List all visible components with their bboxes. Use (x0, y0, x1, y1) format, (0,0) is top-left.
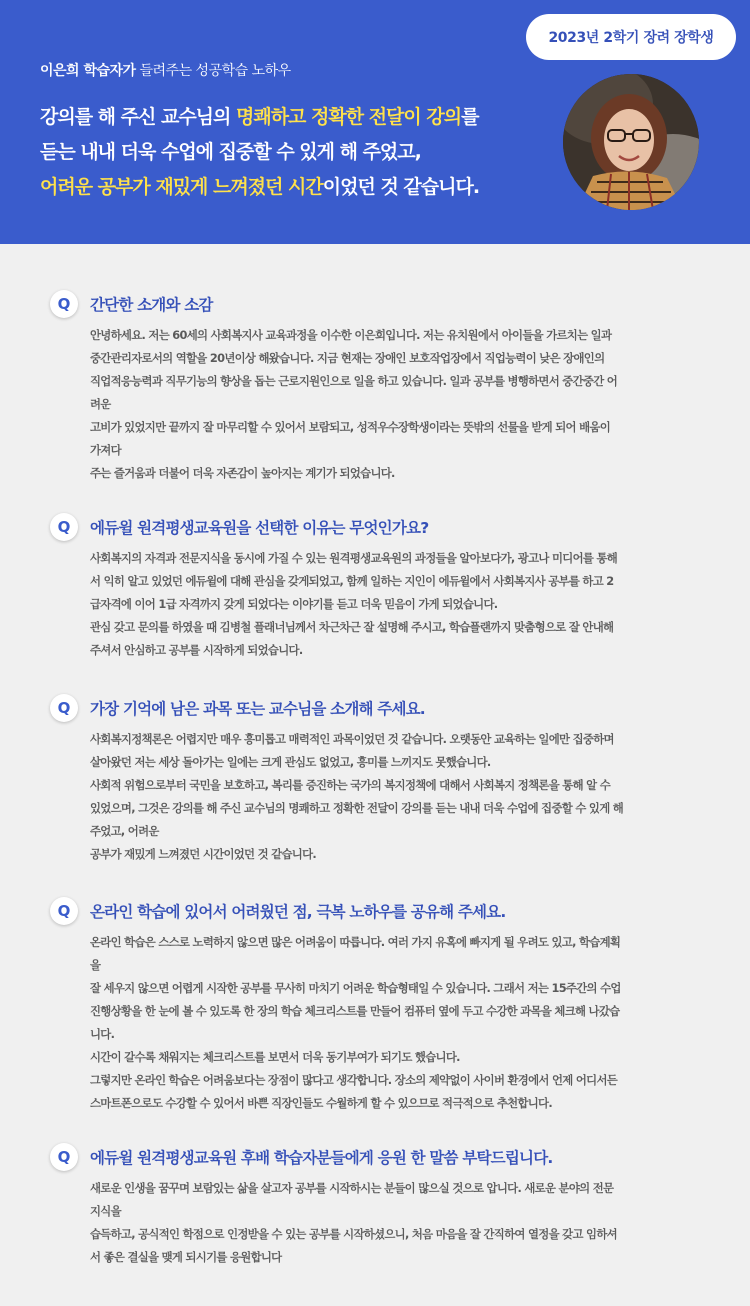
question-row (50, 1143, 710, 1171)
headline-text: 를 (461, 106, 479, 128)
answer-line: 시간이 갈수록 채워지는 체크리스트를 보면서 더욱 동기부여가 되기도 했습니다. (90, 1050, 460, 1064)
qa-item (50, 694, 710, 866)
answer-line: 살아왔던 저는 세상 돌아가는 일에는 크게 관심도 없었고, 흥미를 느끼지도 못했습니다. (90, 755, 491, 769)
answer-text (90, 728, 705, 866)
answer-line: 급자격에 이어 1급 자격까지 갖게 되었다는 이야기를 듣고 더욱 믿음이 가게 되었습니다. (90, 597, 498, 611)
headline-text: 이었던 것 같습니다. (322, 176, 480, 198)
question-mark-icon: Q (50, 694, 78, 722)
answer-line: 진행상황을 한 눈에 볼 수 있도록 한 장의 학습 체크리스트를 만들어 컴퓨터 옆에 두고 수강한 과목을 체크해 나갔습 (90, 1004, 620, 1018)
answer-line: 사회복지정책론은 어렵지만 매우 흥미롭고 매력적인 과목이었던 것 같습니다. 오랫동안 교육하는 일에만 집중하며 (90, 732, 614, 746)
answer-line: 있었으며, 그것은 강의를 해 주신 교수님의 명쾌하고 정확한 전달이 강의를 듣는 내내 더욱 수업에 집중할 수 있게 해 (90, 801, 624, 815)
answer-line: 고비가 있었지만 끝까지 잘 마무리할 수 있어서 보람되고, 성적우수장학생이라는 뜻밖의 선물을 받게 되어 배움이 (90, 420, 611, 434)
headline-line-2 (40, 135, 530, 170)
question-mark-icon: Q (50, 290, 78, 318)
answer-line: 직업적응능력과 직무기능의 향상을 돕는 근로지원인으로 일을 하고 있습니다. 일과 공부를 병행하면서 중간중간 어 (90, 374, 618, 388)
question-mark-icon: Q (50, 897, 78, 925)
question-text: 간단한 소개와 소감 (90, 296, 213, 314)
question-mark-icon: Q (50, 1143, 78, 1171)
answer-text (90, 547, 705, 662)
question-text: 에듀윌 원격평생교육원을 선택한 이유는 무엇인가요? (90, 519, 429, 537)
answer-line: 사회복지의 자격과 전문지식을 동시에 가질 수 있는 원격평생교육원의 과정들을 알아보다가, 광고나 미디어를 통해 (90, 551, 618, 565)
hero-banner (0, 0, 750, 244)
answer-line: 공부가 재밌게 느껴졌던 시간이었던 것 같습니다. (90, 847, 317, 861)
question-mark-icon: Q (50, 513, 78, 541)
learner-name: 이은희 학습자가 (40, 63, 136, 79)
answer-line: 관심 갖고 문의를 하였을 때 김병철 플래너님께서 차근차근 잘 설명해 주시고, 학습플랜까지 맞춤형으로 잘 안내해 (90, 620, 614, 634)
answer-line: 주었고, 어려운 (90, 824, 159, 838)
answer-line: 려운 (90, 397, 111, 411)
answer-line: 지식을 (90, 1204, 121, 1218)
answer-line: 주는 즐거움과 더불어 더욱 자존감이 높아지는 계기가 되었습니다. (90, 466, 395, 480)
question-row (50, 513, 710, 541)
headline-text: 강의를 해 주신 교수님의 (40, 106, 236, 128)
answer-line: 그렇지만 온라인 학습은 어려움보다는 장점이 많다고 생각합니다. 장소의 제약없이 사이버 환경에서 언제 어디서든 (90, 1073, 618, 1087)
answer-line: 을 (90, 958, 101, 972)
headline-text: 듣는 내내 더욱 수업에 집중할 수 있게 해 주었고, (40, 141, 421, 163)
answer-line: 주셔서 안심하고 공부를 시작하게 되었습니다. (90, 643, 303, 657)
qa-item (50, 897, 710, 1115)
qa-item (50, 1143, 710, 1269)
subtitle-rest: 들려주는 성공학습 노하우 (135, 63, 291, 79)
hero-headline (40, 100, 530, 205)
answer-line: 니다. (90, 1027, 115, 1041)
answer-text (90, 324, 705, 485)
portrait-photo-icon (563, 74, 699, 210)
answer-line: 온라인 학습은 스스로 노력하지 않으면 많은 어려움이 따릅니다. 여러 가지 유혹에 빠지게 될 우려도 있고, 학습계획 (90, 935, 621, 949)
question-row (50, 897, 710, 925)
answer-line: 안녕하세요. 저는 60세의 사회복지사 교육과정을 이수한 이은희입니다. 저는 유치원에서 아이들을 가르치는 일과 (90, 328, 612, 342)
answer-line: 서 좋은 결실을 맺게 되시기를 응원합니다 (90, 1250, 282, 1264)
answer-line: 사회적 위험으로부터 국민을 보호하고, 복리를 증진하는 국가의 복지정책에 대해서 사회복지 정책론을 통해 알 수 (90, 778, 611, 792)
hero-subtitle (40, 60, 291, 80)
question-text: 가장 기억에 남은 과목 또는 교수님을 소개해 주세요. (90, 700, 425, 718)
question-text: 에듀윌 원격평생교육원 후배 학습자분들에게 응원 한 말씀 부탁드립니다. (90, 1149, 553, 1167)
answer-line: 서 익히 알고 있었던 에듀윌에 대해 관심을 갖게되었고, 함께 일하는 지인이 에듀윌에서 사회복지사 공부를 하고 2 (90, 574, 614, 588)
answer-line: 중간관리자로서의 역할을 20년이상 해왔습니다. 지금 현재는 장애인 보호작업장에서 직업능력이 낮은 장애인의 (90, 351, 605, 365)
question-row (50, 290, 710, 318)
headline-line-3 (40, 170, 530, 205)
answer-line: 잘 세우지 않으면 어렵게 시작한 공부를 무사히 마치기 어려운 학습형태일 수 있습니다. 그래서 저는 15주간의 수업 (90, 981, 621, 995)
answer-line: 습득하고, 공식적인 학점으로 인정받을 수 있는 공부를 시작하셨으니, 처음 마음을 잘 간직하여 열정을 갖고 임하셔 (90, 1227, 617, 1241)
headline-highlight: 어려운 공부가 재밌게 느껴졌던 시간 (40, 176, 323, 198)
answer-text (90, 931, 705, 1115)
answer-text (90, 1177, 705, 1269)
scholarship-badge: 2023년 2학기 장려 장학생 (526, 14, 736, 60)
headline-line-1 (40, 100, 530, 135)
question-row (50, 694, 710, 722)
answer-line: 새로운 인생을 꿈꾸며 보람있는 삶을 살고자 공부를 시작하시는 분들이 많으실 것으로 압니다. 새로운 분야의 전문 (90, 1181, 614, 1195)
answer-line: 스마트폰으로도 수강할 수 있어서 바쁜 직장인들도 수월하게 할 수 있으므로 적극적으로 추천합니다. (90, 1096, 552, 1110)
answer-line: 가져다 (90, 443, 121, 457)
headline-highlight: 명쾌하고 정확한 전달이 강의 (236, 106, 462, 128)
question-text: 온라인 학습에 있어서 어려웠던 점, 극복 노하우를 공유해 주세요. (90, 903, 506, 921)
qa-item (50, 513, 710, 662)
qa-item (50, 290, 710, 485)
